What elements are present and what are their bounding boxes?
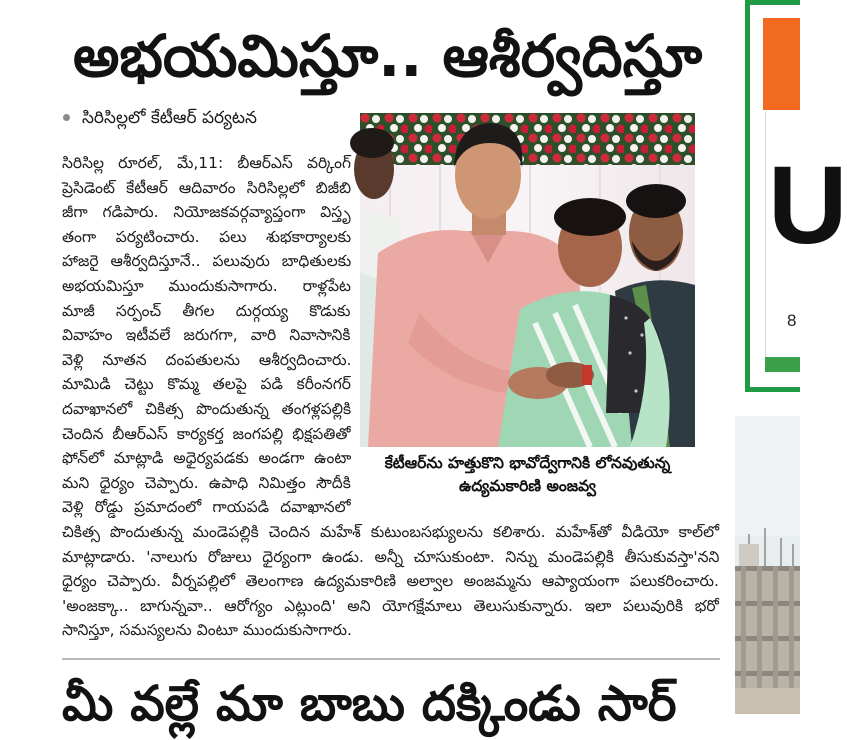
body-column <box>62 151 352 520</box>
body-line <box>62 299 352 324</box>
article-headline-text: అభయమిస్తూ.. ఆశీర్వదిస్తూ <box>72 22 703 90</box>
section-divider <box>62 658 720 660</box>
body-line <box>62 274 352 299</box>
body-line-text: వెళ్లి నూతన దంపతులను ఆశీర్వదించారు. <box>62 350 352 369</box>
body-line <box>62 348 352 373</box>
body-line-text: సిరిసిల్ల రూరల్, మే,11: బీఆర్‌ఎస్ వర్కింగ్ <box>62 154 352 172</box>
body-line <box>62 249 352 274</box>
side-photo <box>735 416 800 714</box>
body-line <box>62 520 720 545</box>
article-subhead-text: సిరిసిల్లలో కేటీఆర్ పర్యటన <box>82 108 257 128</box>
body-line <box>62 372 352 397</box>
body-line <box>62 176 352 201</box>
ad-green-bar <box>765 357 800 372</box>
body-line <box>62 471 352 496</box>
photo-caption-text: ఉద్యమకారిణి అంజవ్వ <box>458 477 597 495</box>
bullet-icon <box>63 114 70 121</box>
body-line-text: మామిడి చెట్టు కొమ్మ తలపై పడి కరీంనగర్ <box>62 375 351 394</box>
photo-caption <box>360 452 695 498</box>
article-photo <box>360 113 695 447</box>
ad-inner-rule <box>765 112 766 357</box>
body-line-text: అభయమిస్తూ ముందుకుసాగారు. రాళ్లపేట <box>62 276 352 295</box>
ad-letter: U <box>768 144 847 267</box>
photo-flower-garland <box>360 113 695 165</box>
photo-caption-line <box>360 475 695 498</box>
next-article-headline-text: మీ వల్లే మా బాబు దక్కిండు సార్ <box>62 676 677 732</box>
next-article-headline <box>62 668 682 732</box>
body-line <box>62 151 352 176</box>
body-line <box>62 594 720 619</box>
body-line <box>62 618 720 643</box>
body-line-text: వివాహం ఇటీవలే జరుగగా, వారి నివాసానికి <box>62 326 351 345</box>
body-line <box>62 545 720 570</box>
body-line <box>62 446 352 471</box>
body-line <box>62 495 352 520</box>
article-headline <box>60 12 715 100</box>
body-line-text: ఫోన్‌లో మాట్లాడి అధైర్యపడకు అండగా ఉంటా <box>62 449 352 468</box>
body-line <box>62 225 352 250</box>
body-line <box>62 323 352 348</box>
body-line-text: 'అంజక్కా.. బాగున్నవా.. ఆరోగ్యం ఎట్లుంది' అని యోగక్షేమాలు తెలుసుకున్నారు. ఇలా పలువురికి భరో <box>62 596 719 615</box>
body-line-text: మాజీ సర్పంచ్ తీగల దుర్గయ్య కొడుకు <box>62 301 351 320</box>
body-line-text: ధైర్యం చెప్పారు. వీర్నపల్లిలో తెలంగాణ ఉద్యమకారిణి అల్వాల అంజమ్మను ఆప్యాయంగా పలుకరించారు. <box>62 572 719 591</box>
ad-orange-block <box>763 18 800 110</box>
body-line <box>62 569 720 594</box>
body-line-text: జీగా గడిపారు. నియోజకవర్గవ్యాప్తంగా విస్తృ <box>62 203 351 222</box>
body-line-text: మాట్లాడారు. 'నాలుగు రోజులు ధైర్యంగా ఉండు. అన్నీ చూసుకుంటా. నిన్ను మండెపల్లికి తీసుకువస్తా'నని <box>62 547 720 566</box>
body-line-text: ప్రెసిడెంట్ కేటీఆర్ ఆదివారం సిరిసిల్లలో బిజీబి <box>62 178 352 197</box>
body-line <box>62 422 352 447</box>
body-line-text: చికిత్స పొందుతున్న మండెపల్లికి చెందిన మహేశ్ కుటుంబసభ్యులను కలిశారు. మహేశ్‌తో వీడియో కాల్‌లో <box>62 523 720 541</box>
photo-caption-text: కేటీఆర్‌ను హత్తుకొని భావోద్వేగానికి లోనవుతున్న <box>384 454 671 472</box>
body-line-text: సానిస్తూ, సమస్యలను వింటూ ముందుకుసాగారు. <box>62 621 352 640</box>
article-photo-image <box>360 113 695 447</box>
ad-digit: 8 <box>787 311 797 330</box>
advertisement[interactable] <box>745 0 847 392</box>
body-full-width <box>62 520 720 643</box>
body-line-text: చెందిన బీఆర్‌ఎస్ కార్యకర్త జంగపల్లి భిక్షపతితో <box>62 424 351 443</box>
body-line-text: హాజరై ఆశీర్వదిస్తూనే.. పలువురు బాధితులకు <box>62 252 352 271</box>
body-line-text: దవాఖానలో చికిత్స పొందుతున్న తంగళ్లపల్లికి <box>62 399 352 418</box>
body-line-text: వెళ్లి రోడ్డు ప్రమాదంలో గాయపడి దవాఖానలో <box>62 498 351 517</box>
body-line <box>62 397 352 422</box>
body-line-text: మని ధైర్యం చెప్పారు. ఉపాధి నిమిత్తం సౌదీకి <box>62 473 351 492</box>
body-line <box>62 200 352 225</box>
side-photo-image <box>735 416 800 714</box>
article-subhead <box>82 104 352 132</box>
body-line-text: తంగా పర్యటించారు. పలు శుభకార్యాలకు <box>62 227 352 246</box>
photo-caption-line <box>360 452 695 475</box>
